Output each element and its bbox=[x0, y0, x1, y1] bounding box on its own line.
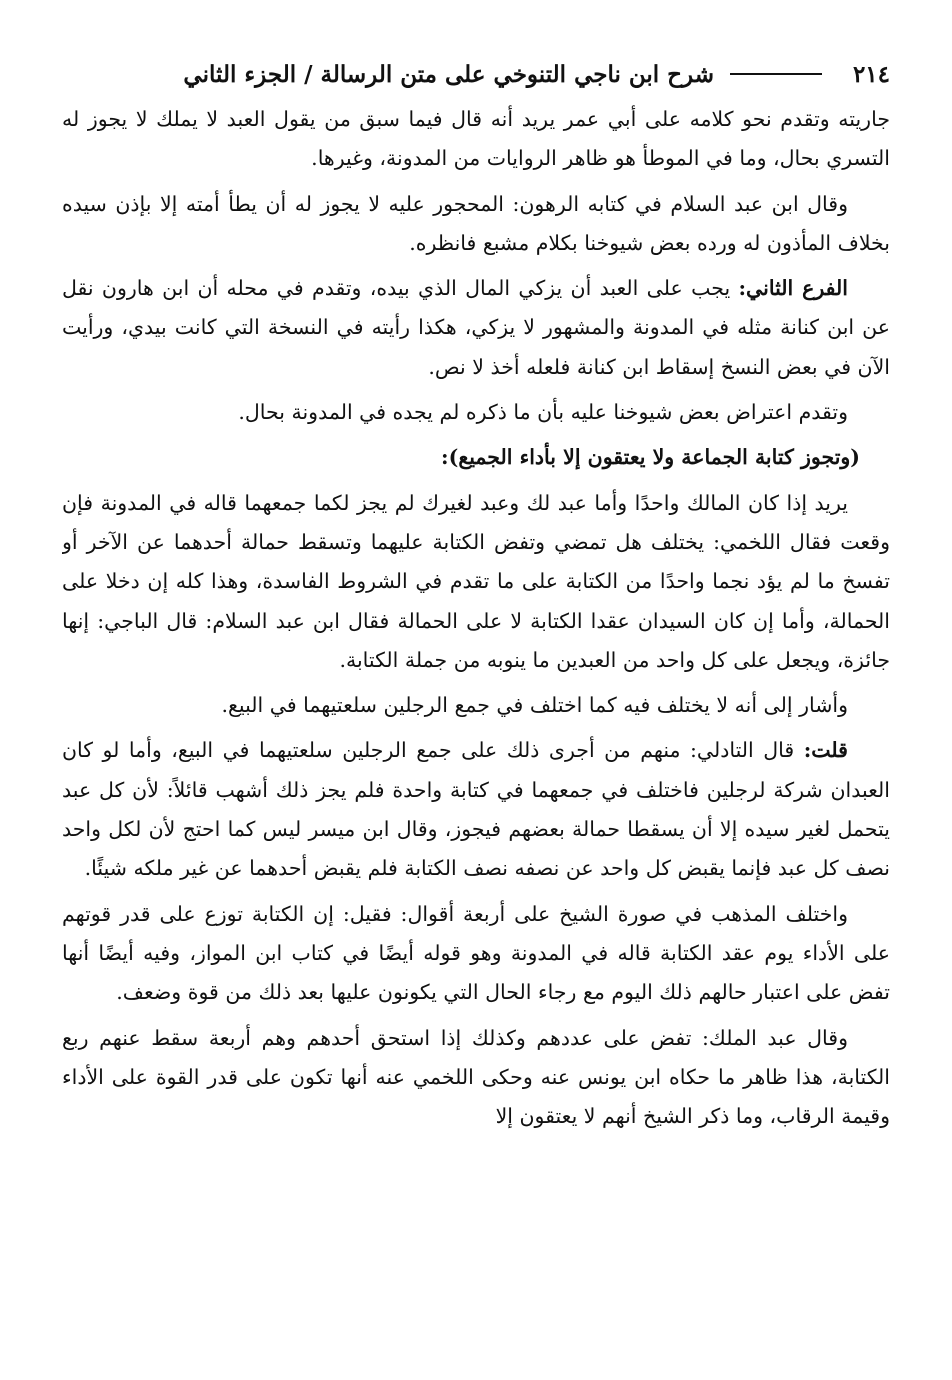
paragraph-10: وقال عبد الملك: تفض على عددهم وكذلك إذا استحق أحدهم وهم أربعة سقط عنهم ربع الكتابة، هذا ظاهر ما حكاه ابن يونس عنه وحكى اللخمي عنه أنها تكون على قدر القوة على الأداء وقيمة الرقاب، وما ذكر الشيخ أنهم لا يعتقون إلا bbox=[62, 1025, 890, 1129]
paragraph-1: جاريته وتقدم نحو كلامه على أبي عمر يريد أنه قال فيما سبق من يقول العبد لا يملك لا يجوز له التسري بحال، وما في الموطأ هو ظاهر الروايات من المدونة، وغيرها. bbox=[62, 107, 890, 171]
paragraph-3: الفرع الثاني: يجب على العبد أن يزكي المال الذي بيده، وتقدم في محله أن ابن هارون نقل عن ابن كنانة مثله في المدونة والمشهور لا يزكي، هكذا رأيته في النسخة التي كانت بيدي، ورأيت الآن في بعض النسخ إسقاط ابن كنانة فلعله أخذ لا نص. bbox=[62, 276, 890, 379]
header-rule bbox=[730, 73, 822, 75]
paragraph-6: يريد إذا كان المالك واحدًا وأما عبد لك وعبد لغيرك لم يجز لكما جمعهما قاله في المدونة فإن وقعت فقال اللخمي: يختلف هل تمضي وتفض الكتابة عليهما وتسقط حمالة أحدهما عن الآخر أو تفسخ ما لم يؤد نجما واحدًا من الكتابة على ما تقدم في الشروط الفاسدة، وهذا كله إن دخلا على الحمالة، وأما إن كان السيدان عقدا الكتابة لا على الحمالة فقال ابن عبد السلام: قال الباجي: إنها جائزة، ويجعل على كل واحد من العبدين ما ينوبه من جملة الكتابة. bbox=[62, 490, 890, 672]
paragraph-8: قلت: قال التادلي: منهم من أجرى ذلك على جمع الرجلين سلعتيهما في البيع، وأما لو كان العبدان شركة لرجلين فاختلف في جمعهما في كتابة واحدة فلم يجز ذلك أشهب قائلاً: لأن كل عبد يتحمل لغير سيده إلا أن يسقطا حمالة بعضهم فيجوز، وقال ابن ميسر ليس كما احتج لأن لكل واحد نصف كل عبد فإنما يقبض كل واحد عن نصفه نصف الكتابة فلم يقبض أحدهما عن غير ملكه شيئًا. bbox=[62, 738, 890, 881]
paragraph-lead: الفرع الثاني: bbox=[738, 276, 848, 301]
paragraph-9: واختلف المذهب في صورة الشيخ على أربعة أقوال: فقيل: إن الكتابة توزع على قدر قوتهم على الأداء يوم عقد الكتابة قاله في المدونة وهو قوله أيضًا في كتاب ابن المواز، وفيه أيضًا أنها تفض على اعتبار حالهم ذلك اليوم مع رجاء الحال التي يكونون عليها بعد ذلك من قوة وضعف. bbox=[62, 901, 890, 1005]
matn-quote: (وتجوز كتابة الجماعة ولا يعتقون إلا بأداء الجميع): bbox=[441, 445, 860, 470]
running-title: شرح ابن ناجي التنوخي على متن الرسالة / الجزء الثاني bbox=[183, 60, 714, 88]
paragraph-7: وأشار إلى أنه لا يختلف فيه كما اختلف في جمع الرجلين سلعتيهما في البيع. bbox=[221, 693, 848, 718]
body-text bbox=[62, 100, 890, 1340]
page-number: ٢١٤ bbox=[852, 60, 890, 88]
paragraph-2: وقال ابن عبد السلام في كتابه الرهون: المحجور عليه لا يجوز له أن يطأ أمته إلا بإذن سيده بخلاف المأذون له ورده بعض شيوخنا بكلام مشبع فانظره. bbox=[62, 191, 890, 255]
paragraph-lead: قلت: bbox=[803, 738, 848, 763]
paragraph-4: وتقدم اعتراض بعض شيوخنا عليه بأن ما ذكره لم يجده في المدونة بحال. bbox=[238, 400, 848, 425]
page-header bbox=[62, 50, 890, 98]
